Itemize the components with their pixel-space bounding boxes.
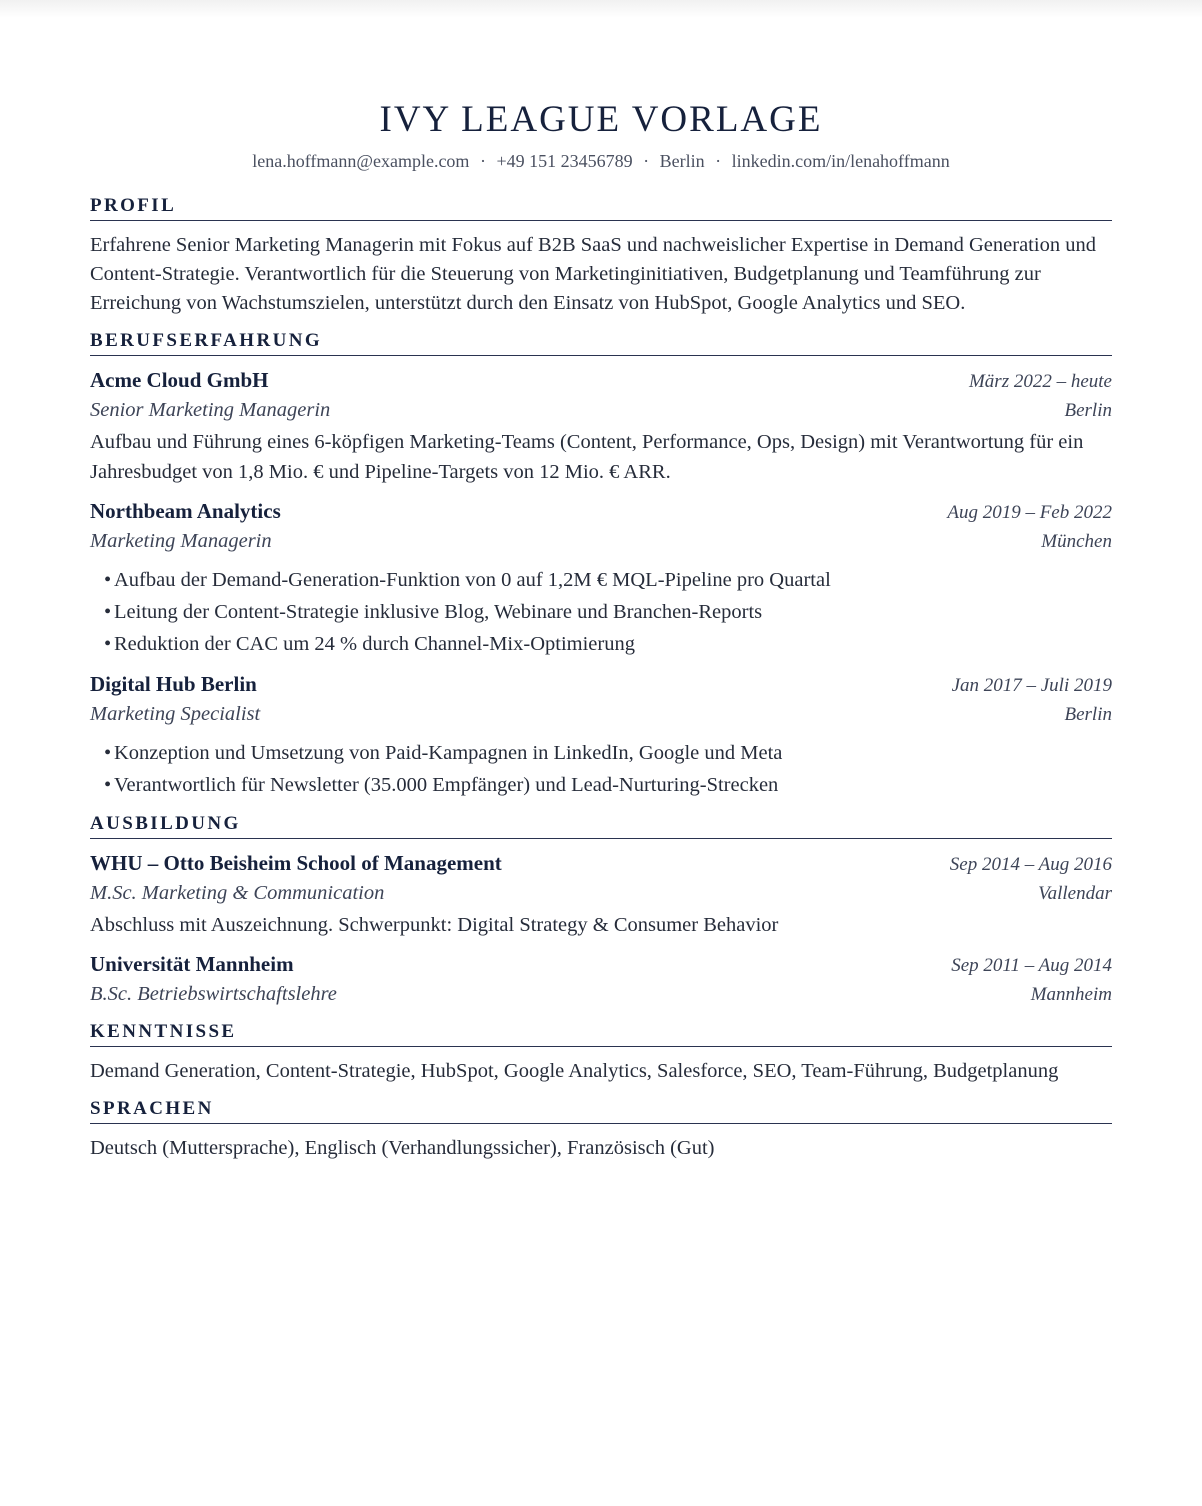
entry-degree: M.Sc. Marketing & Communication bbox=[90, 882, 385, 904]
bullet-item bbox=[104, 737, 1112, 769]
profil-text: Erfahrene Senior Marketing Managerin mit Fokus auf B2B SaaS und nachweislicher Expertise in Demand Generation und Content-Strategie. Verantwortlich für die Steuerung von Marketinginitiativen, Budgetplanung und Teamführung zur Erreichung von Wachstumszielen, unterstützt durch den Einsatz von HubSpot, Google Analytics und SEO. bbox=[90, 234, 1096, 314]
experience-entry bbox=[90, 366, 1112, 487]
entry-date: Sep 2011 – Aug 2014 bbox=[951, 955, 1112, 976]
bullet-item bbox=[104, 596, 1112, 628]
section-title-skills: KENNTNISSE bbox=[90, 1021, 1112, 1047]
section-skills bbox=[90, 1021, 1112, 1086]
entry-description: Abschluss mit Auszeichnung. Schwerpunkt: Digital Strategy & Consumer Behavior bbox=[90, 914, 779, 936]
entry-role: Marketing Specialist bbox=[90, 703, 261, 725]
entry-role: Marketing Managerin bbox=[90, 530, 272, 552]
resume-title: IVY LEAGUE VORLAGE bbox=[379, 99, 823, 140]
bullet-icon: • bbox=[104, 569, 112, 591]
bullet-icon: • bbox=[104, 742, 112, 764]
skills-text: Demand Generation, Content-Strategie, HubSpot, Google Analytics, Salesforce, SEO, Team-Führung, Budgetplanung bbox=[90, 1060, 1059, 1082]
resume-content bbox=[90, 195, 1112, 1175]
contact-city: Berlin bbox=[659, 151, 705, 171]
bullet-item bbox=[104, 564, 1112, 596]
section-title-education: AUSBILDUNG bbox=[90, 813, 1112, 839]
bullet-text: Reduktion der CAC um 24 % durch Channel-Mix-Optimierung bbox=[114, 633, 635, 655]
bullet-text: Konzeption und Umsetzung von Paid-Kampagnen in LinkedIn, Google und Meta bbox=[114, 742, 783, 764]
contact-email[interactable]: lena.hoffmann@example.com bbox=[252, 151, 470, 171]
section-languages bbox=[90, 1098, 1112, 1163]
section-title-languages: SPRACHEN bbox=[90, 1098, 1112, 1124]
education-entry bbox=[90, 950, 1112, 1009]
entry-location: Berlin bbox=[1064, 400, 1112, 421]
bullet-icon: • bbox=[104, 774, 112, 796]
entry-bullet-list bbox=[90, 564, 1112, 660]
entry-date: März 2022 – heute bbox=[968, 371, 1112, 392]
entry-role: Senior Marketing Managerin bbox=[90, 399, 331, 421]
entry-description: Aufbau und Führung eines 6-köpfigen Marketing-Teams (Content, Performance, Ops, Design) mit Verantwortung für ein Jahresbudget von 1,8 Mio. € und Pipeline-Targets von 12 Mio. € ARR. bbox=[90, 431, 1084, 483]
entry-location: Mannheim bbox=[1030, 984, 1112, 1005]
contact-line bbox=[0, 151, 1202, 172]
entry-location: Berlin bbox=[1064, 704, 1112, 725]
entry-organization: Universität Mannheim bbox=[90, 952, 294, 976]
entry-organization: Northbeam Analytics bbox=[90, 499, 281, 523]
entry-organization: Acme Cloud GmbH bbox=[90, 368, 269, 392]
entry-bullet-list bbox=[90, 737, 1112, 801]
top-shadow bbox=[0, 0, 1202, 18]
contact-phone[interactable]: +49 151 23456789 bbox=[496, 151, 633, 171]
contact-separator: · bbox=[643, 151, 650, 171]
entry-date: Jan 2017 – Juli 2019 bbox=[951, 675, 1112, 696]
section-profil bbox=[90, 195, 1112, 318]
entry-degree: B.Sc. Betriebswirtschaftslehre bbox=[90, 983, 337, 1005]
entry-date: Aug 2019 – Feb 2022 bbox=[947, 502, 1112, 523]
entry-organization: Digital Hub Berlin bbox=[90, 672, 257, 696]
contact-separator: · bbox=[715, 151, 722, 171]
entry-date: Sep 2014 – Aug 2016 bbox=[949, 854, 1112, 875]
section-title-profil: PROFIL bbox=[90, 195, 1112, 221]
bullet-icon: • bbox=[104, 601, 112, 623]
contact-linkedin[interactable]: linkedin.com/in/lenahoffmann bbox=[731, 151, 950, 171]
bullet-item bbox=[104, 769, 1112, 801]
bullet-text: Leitung der Content-Strategie inklusive Blog, Webinare und Branchen-Reports bbox=[114, 601, 763, 623]
experience-entry bbox=[90, 497, 1112, 660]
entry-location: München bbox=[1041, 531, 1112, 552]
section-experience bbox=[90, 330, 1112, 801]
bullet-text: Verantwortlich für Newsletter (35.000 Empfänger) und Lead-Nurturing-Strecken bbox=[114, 774, 779, 796]
entry-organization: WHU – Otto Beisheim School of Management bbox=[90, 851, 502, 875]
bullet-item bbox=[104, 628, 1112, 660]
bullet-icon: • bbox=[104, 633, 112, 655]
contact-separator: · bbox=[479, 151, 486, 171]
section-title-experience: BERUFSERFAHRUNG bbox=[90, 330, 1112, 356]
bullet-text: Aufbau der Demand-Generation-Funktion von 0 auf 1,2M € MQL-Pipeline pro Quartal bbox=[114, 569, 831, 591]
section-education bbox=[90, 813, 1112, 1009]
languages-text: Deutsch (Muttersprache), Englisch (Verhandlungssicher), Französisch (Gut) bbox=[90, 1137, 715, 1159]
entry-location: Vallendar bbox=[1038, 883, 1112, 904]
education-entry bbox=[90, 849, 1112, 940]
experience-entry bbox=[90, 670, 1112, 801]
